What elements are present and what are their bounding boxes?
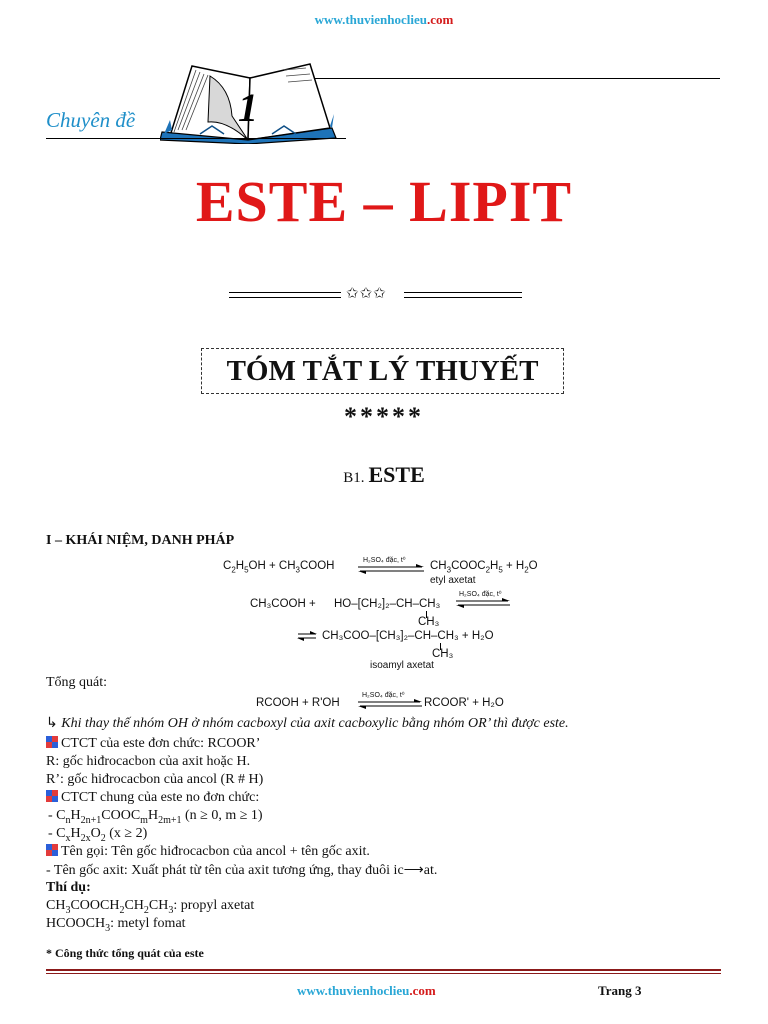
equilibrium-arrow-2 [454,598,512,608]
catalyst-3: H₂SO₄ đặc, t⁰ [362,692,405,699]
example-label: Thí dụ: [46,880,91,895]
general-eq-right: RCOOR' + H₂O [424,697,504,709]
general-eq-left: RCOOH + R'OH [256,697,340,709]
reaction-2-name: isoamyl axetat [370,660,434,671]
footer-website[interactable]: www.thuvienhoclieu.com [297,983,436,998]
divider-stars: ✩✩✩ [346,286,387,302]
definition: ↳ Khi thay thế nhóm OH ở nhóm cacboxyl của axit cacboxylic bằng nhóm OR’ thì được este. [46,716,569,731]
reaction-1: $C_2H_5OH$ + $CH_3COOH$ [223,560,335,575]
header-website[interactable]: www.thuvienhoclieu.com [314,12,454,27]
divider-left [229,292,341,298]
reaction-2-acid: CH₃COOH + [250,598,316,610]
line-formula-1: - $C_nH_{2n+1}COOC_mH_{2m+1}$ (n ≥ 0, m ≥ 1) [48,808,263,826]
line-acid-name: - Tên gốc axit: Xuất phát từ tên của axit tương ứng, thay đuôi ic⟶at. [46,863,438,878]
topic-underline [46,138,346,139]
footer-rule-thin [46,973,721,974]
general-label: Tổng quát: [46,675,108,690]
line-naming: Tên gọi: Tên gốc hiđrocacbon của ancol + tên gốc axit. [46,844,370,860]
page-number: Trang 3 [598,983,642,998]
footer-rule [46,969,721,971]
example-2: $HCOOCH_3$: metyl fomat [46,916,186,934]
colored-bullet-icon [46,844,58,856]
part-title: ESTE [368,462,425,487]
stars-separator: ***** [344,402,424,431]
reaction-2-branch: CH₃ [418,616,440,628]
example-1: $CH_3COOCH_2CH_2CH_3$: propyl axetat [46,898,255,916]
reaction-2-alcohol: HO–[CH₂]₂–CH–CH₃ [334,598,441,610]
equilibrium-arrow-3 [296,631,318,641]
reaction-2-branch-2: CH₃ [432,648,454,660]
part-number: B1. [343,470,365,486]
reaction-1-product: $CH_3COOC_2H_5 + H_2O$ [430,560,538,575]
colored-bullet-icon [46,790,58,802]
equilibrium-arrow-1 [356,564,426,574]
part-heading [0,462,768,488]
line-r-def: R: gốc hiđrocacbon của axit hoặc H. [46,754,251,769]
reaction-2-product: CH₃COO–[CH₃]₂–CH–CH₃ + H₂O [322,630,494,642]
divider-right [404,292,522,298]
topic-label: Chuyên đề [46,108,136,132]
summary-heading: TÓM TẮT LÝ THUYẾT [201,348,564,394]
catalyst-1: H₂SO₄ đặc, t⁰ [363,557,406,564]
main-title: ESTE – LIPIT [195,169,573,234]
colored-bullet-icon [46,736,58,748]
line-formula-2: - $C_xH_{2x}O_2$ (x ≥ 2) [48,826,148,844]
line-ctct: CTCT của este đơn chức: RCOOR’ [46,736,260,752]
reaction-1-name: etyl axetat [430,575,476,586]
curved-arrow-icon: ↳ [46,716,58,731]
catalyst-2: H₂SO₄ đặc, t⁰ [459,591,502,598]
header-rule [306,78,720,79]
line-ctct-no: CTCT chung của este no đơn chức: [46,790,259,806]
line-r2-def: R’: gốc hiđrocacbon của ancol (R # H) [46,772,264,787]
formula-note: * Công thức tổng quát của este [46,946,204,960]
topic-number: 1 [238,85,258,130]
section-title: I – KHÁI NIỆM, DANH PHÁP [46,533,235,548]
equilibrium-arrow-4 [356,699,424,709]
